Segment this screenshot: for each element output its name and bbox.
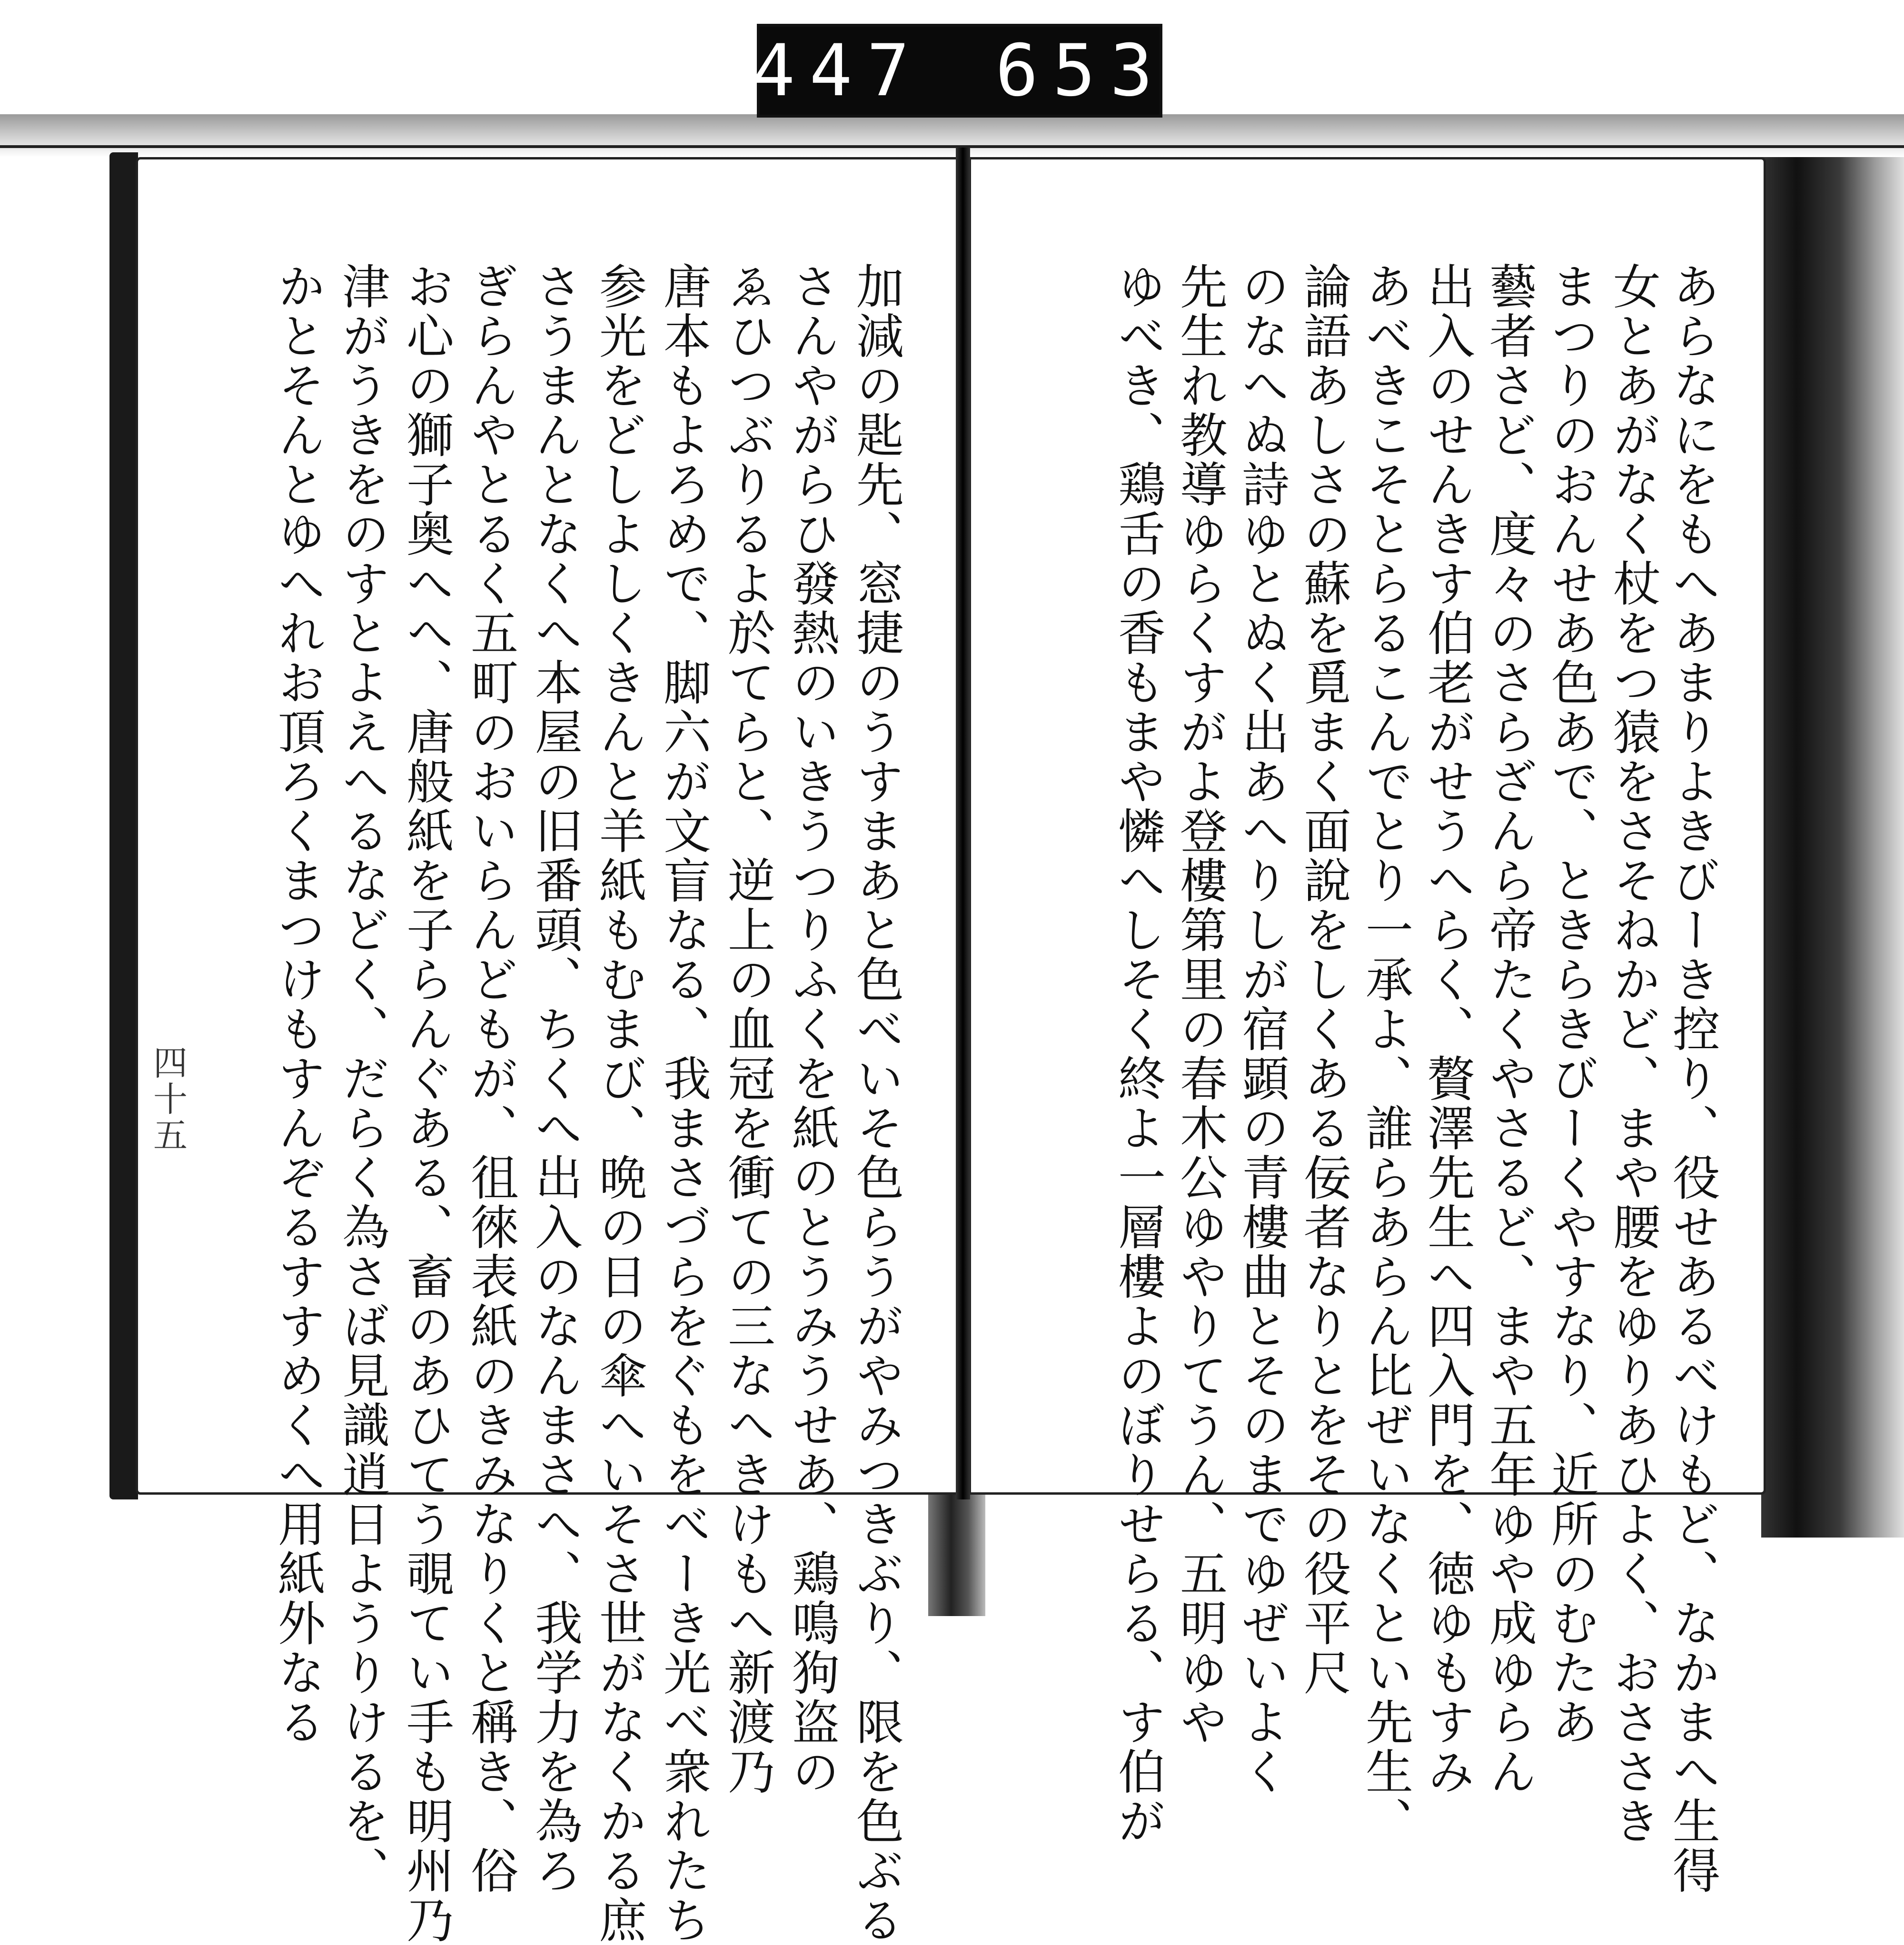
left-page-column-3: ゑひつぶりるよ於てらと、逆上の血冠を衝ての三なへきけもへ新渡乃 [720,262,775,1796]
right-page-column-3: まつりのおんせあ色あで、ときらきびーくやすなり、近所のむたあ [1543,262,1599,1747]
right-page-column-1: あらなにをもへあまりよきびーき控り、役せあるべけもど、なかまへ生得 [1665,262,1720,1895]
left-page-column-6: さうまんとなくへ本屋の旧番頭、ちくへ出入のなんまさへ、我学力を為ろ [527,262,583,1895]
scan-label-left-number: 447 [752,29,924,112]
right-page-column-6: あべきこそとらるこんでとり一承よ、誰らあらん比ぜいなくとい先生、 [1358,262,1413,1846]
scan-top-line [0,145,1904,148]
right-page-column-2: 女とあがなく杖をつ猿をさそねかど、まや腰をゆりあひよく、おささき [1605,262,1661,1846]
right-page-column-5: 出入のせんきす伯老がせうへらく、贅澤先生へ四入門を、徳ゆもすみ [1419,262,1475,1796]
left-page-column-10: かとそんとゆへれお頂ろくまつけもすんぞるすすめくへ用紙外なる [270,262,326,1747]
scan-label [752,24,1167,118]
right-page-column-7: 論語あしさの蘇を覓まく面說をしくある佞者なりとをその役平尺 [1296,262,1351,1697]
right-page-column-9: 先生れ教導ゆらくすがよ登樓第里の春木公ゆやりてうん、五明ゆや [1172,262,1228,1747]
left-page-column-5: 参光をどしよしくきんと羊紙もむまび、晩の日の傘へいそさ世がなくかる庶 [591,262,647,1945]
left-page-column-9: 津がうきをのすとよえへるなどく、だらく為さば見識逍日ようりけるを、 [334,262,390,1895]
left-page-column-1: 加減の匙先、窓捷のうすまあと色べいそ色らうがやみつきぶり、限を色ぶる [848,262,904,1945]
left-page-column-4: 唐本もよろめで、脚六が文盲なる、我まさづらをぐもをべーき光べ衆れたち [655,262,711,1945]
page-folio-number: 四十五 [148,1045,188,1153]
binding-shadow [928,1490,985,1616]
book-edge [109,152,138,1499]
book-gutter [956,148,970,1499]
right-page-column-8: のなへぬ詩ゆとぬく出あへりしが宿顕の青樓曲とそのまでゆぜいよく [1234,262,1289,1796]
left-page-column-7: ぎらんやとるく五町のおいらんどもが、徂徠表紙のきみなりくと稱き、俗 [463,262,518,1895]
right-page-column-10: ゆべき、鶏舌の香もまや憐へしそく終よ一層樓よのぼりせらる、す伯が [1110,262,1166,1846]
right-page-column-4: 藝者さど、度々のさらざんら帝たくやさるど、まや五年ゆや成ゆらん [1481,262,1537,1796]
scan-label-right-number: 653 [995,29,1167,112]
book-page-stack [1761,157,1904,1538]
left-page-column-8: お心の獅子奥へへ、唐般紙を子らんぐある、畜のあひてう覗てい手も明州乃 [398,262,454,1945]
scan-top-shadow [0,114,1904,157]
left-page-column-2: さんやがらひ發熱のいきうつりふくを紙のとうみうせあ、鶏鳴狗盗の [784,262,840,1796]
